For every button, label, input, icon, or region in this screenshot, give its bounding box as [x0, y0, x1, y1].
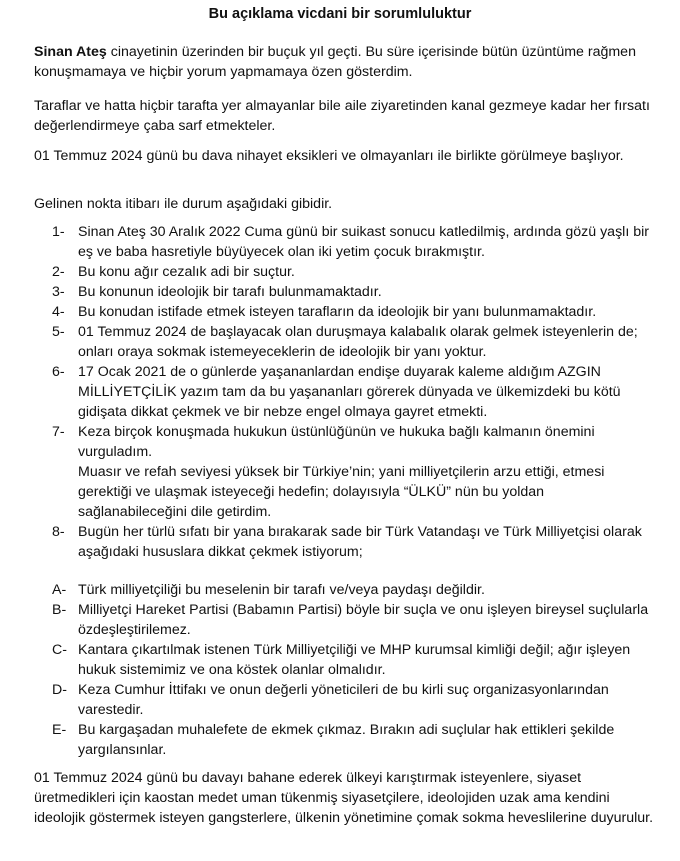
document-title: Bu açıklama vicdani bir sorumluluktur [208, 6, 472, 22]
lettered-list [52, 580, 656, 760]
list-item-subtext: Muasır ve refah seviyesi yüksek bir Türkiye’nin; yani milliyetçilerin arzu ettiği, etmesi gerektiği ve ulaşmak isteyeceği hedefin; dolayısıyla “ÜLKÜ” nün bu yoldan sağlanabileceğini dile getirdim. [78, 464, 605, 520]
list-item-text: Türk milliyetçiliği bu meselenin bir tarafı ve/veya paydaşı değildir. [78, 582, 485, 598]
list-item [52, 222, 656, 262]
list-marker: D- [52, 682, 67, 698]
list-item-text: Keza Cumhur İttifakı ve onun değerli yöneticileri de bu kirli suç organizasyonlarından varestedir. [78, 682, 609, 718]
list-item [52, 302, 656, 322]
intro-paragraph [34, 42, 654, 82]
list-marker: A- [52, 582, 67, 598]
list-marker: 8- [52, 524, 65, 540]
list-item [52, 640, 656, 680]
list-item [52, 362, 656, 422]
closing-paragraph: 01 Temmuz 2024 günü bu davayı bahane ederek ülkeyi karıştırmak isteyenlere, siyaset üretmedikleri için kaostan medet uman tükenmiş siyasetçilere, ideolojiden uzak ama kendini ideolojik göstermek isteyen gangsterlere, ülkenin yönetimine çomak sokma heveslilerine duyurulur. [34, 770, 654, 826]
list-item-text: Bu konunun ideolojik bir tarafı bulunmamaktadır. [78, 284, 382, 300]
intro-name: Sinan Ateş [34, 44, 107, 60]
paragraph-2: Taraflar ve hatta hiçbir tarafta yer almayanlar bile aile ziyaretinden kanal gezmeye kadar her fırsatı değerlendirmeye çaba sarf etmekteler. [34, 98, 650, 134]
list-marker: 5- [52, 324, 65, 340]
list-item-text: Bugün her türlü sıfatı bir yana bırakarak sade bir Türk Vatandaşı ve Türk Milliyetçisi olarak aşağıdaki hususlara dikkat çekmek istiyorum; [78, 524, 642, 560]
paragraph-4: Gelinen nokta itibarı ile durum aşağıdaki gibidir. [34, 196, 333, 212]
list-item-text: 17 Ocak 2021 de o günlerde yaşananlardan endişe duyarak kaleme aldığım AZGIN MİLLİYETÇİLİK yazım tam da bu yaşananları görerek dünyada ve ülkemizdeki bu kötü gidişata dikkat çekmek ve bir nebze engel olmaya gayret etmekti. [78, 364, 621, 420]
list-item [52, 600, 656, 640]
list-marker: 3- [52, 284, 65, 300]
list-item-text: Kantara çıkartılmak istenen Türk Milliyetçiliği ve MHP kurumsal kimliği değil; ağır işleyen hukuk sistemimiz ve ona köstek olanlar olmalıdır. [78, 642, 631, 678]
list-item [52, 522, 656, 562]
list-item-text: Sinan Ateş 30 Aralık 2022 Cuma günü bir suikast sonucu katledilmiş, ardında gözü yaşlı bir eş ve baba hasretiyle büyüyecek olan iki yetim çocuk bırakmıştır. [78, 224, 649, 260]
list-marker: 7- [52, 424, 65, 440]
list-item [52, 322, 656, 362]
list-marker: 1- [52, 224, 65, 240]
intro-text: cinayetinin üzerinden bir buçuk yıl geçti. Bu süre içerisinde bütün üzüntüme rağmen konuşmamaya ve hiçbir yorum yapmamaya özen gösterdim. [34, 44, 636, 80]
list-item [52, 422, 656, 522]
list-item [52, 720, 656, 760]
list-marker: 2- [52, 264, 65, 280]
list-item [52, 580, 656, 600]
list-item [52, 282, 656, 302]
paragraph-3: 01 Temmuz 2024 günü bu dava nihayet eksikleri ve olmayanları ile birlikte görülmeye başlıyor. [34, 148, 624, 164]
list-item [52, 680, 656, 720]
numbered-list [52, 222, 656, 562]
list-item [52, 262, 656, 282]
list-marker: C- [52, 642, 67, 658]
list-marker: 6- [52, 364, 65, 380]
list-item-text: Keza birçok konuşmada hukukun üstünlüğünün ve hukuka bağlı kalmanın önemini vurguladım. [78, 424, 595, 460]
list-item-text: Bu konudan istifade etmek isteyen tarafların da ideolojik bir yanı bulunmamaktadır. [78, 304, 597, 320]
list-marker: B- [52, 602, 67, 618]
list-item-text: Bu kargaşadan muhalefete de ekmek çıkmaz. Bırakın adi suçlular hak ettikleri şekilde yargılansınlar. [78, 722, 615, 758]
list-item-text: 01 Temmuz 2024 de başlayacak olan duruşmaya kalabalık olarak gelmek isteyenlerin de; onları oraya sokmak istemeyeceklerin de ideolojik bir yanı yoktur. [78, 324, 638, 360]
list-item-text: Milliyetçi Hareket Partisi (Babamın Partisi) böyle bir suçla ve onu işleyen bireysel suçlularla özdeşleştirilemez. [78, 602, 649, 638]
list-marker: E- [52, 722, 67, 738]
list-marker: 4- [52, 304, 65, 320]
list-item-text: Bu konu ağır cezalık adi bir suçtur. [78, 264, 295, 280]
